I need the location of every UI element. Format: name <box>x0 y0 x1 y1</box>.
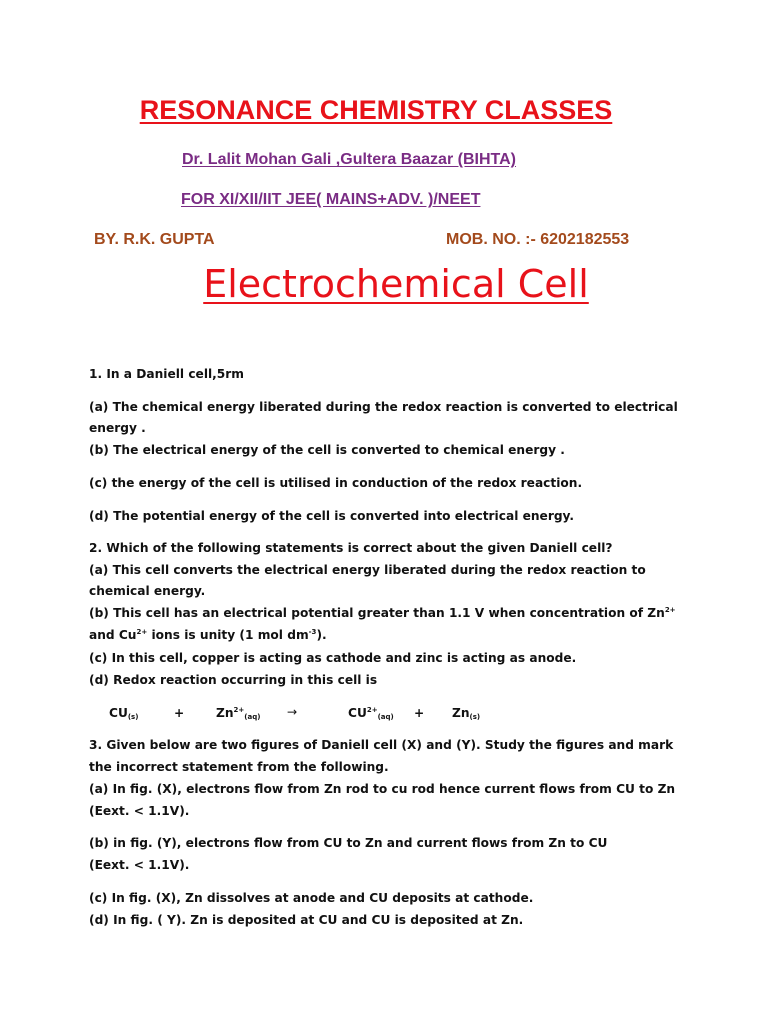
q3-option-c: (c) In fig. (X), Zn dissolves at anode and CU deposits at cathode. <box>89 891 534 905</box>
q1-stem: 1. In a Daniell cell,5rm <box>89 367 244 381</box>
q3-stem-line1: 3. Given below are two figures of Daniell cell (X) and (Y). Study the figures and mark <box>89 738 674 752</box>
q2-option-b-text-pre: and Cu <box>89 628 137 642</box>
q3-option-b-continued: (Eext. < 1.1V). <box>89 858 190 872</box>
q1-option-c: (c) the energy of the cell is utilised in conduction of the redox reaction. <box>89 476 583 490</box>
q2-option-b-line1 <box>89 606 676 621</box>
q3-option-b: (b) in fig. (Y), electrons flow from CU to Zn and current flows from Zn to CU <box>89 836 608 850</box>
cu-charge-superscript: 2+ <box>136 628 148 636</box>
equation-zn-solid-symbol: Zn <box>452 706 470 720</box>
equation-cu-ion-charge: 2+ <box>366 706 378 714</box>
equation-term-zn-solid <box>452 706 480 721</box>
topic-title: Electrochemical Cell <box>203 262 589 306</box>
q1-option-d: (d) The potential energy of the cell is converted into electrical energy. <box>89 509 575 523</box>
equation-cu-ion-state: (aq) <box>377 713 394 721</box>
q2-option-b-text: (b) This cell has an electrical potential greater than 1.1 V when concentration of Zn <box>89 606 665 620</box>
equation-zn-charge: 2+ <box>233 706 245 714</box>
courses-line: FOR XI/XII/IIT JEE( MAINS+ADV. )/NEET <box>181 191 481 208</box>
equation-plus-2: + <box>414 706 425 720</box>
mobile-number: MOB. NO. :- 6202182553 <box>446 231 630 248</box>
q2-option-d: (d) Redox reaction occurring in this cell is <box>89 673 378 687</box>
q1-option-b: (b) The electrical energy of the cell is converted to chemical energy . <box>89 443 565 457</box>
q2-stem: 2. Which of the following statements is correct about the given Daniell cell? <box>89 541 613 555</box>
q3-option-a: (a) In fig. (X), electrons flow from Zn rod to cu rod hence current flows from CU to Zn <box>89 782 676 796</box>
q2-option-a: (a) This cell converts the electrical energy liberated during the redox reaction to <box>89 563 646 577</box>
equation-zn-state: (aq) <box>244 713 261 721</box>
equation-term-cu-solid <box>109 706 138 721</box>
author-name: BY. R.K. GUPTA <box>94 231 215 248</box>
q3-option-a-continued: (Eext. < 1.1V). <box>89 804 190 818</box>
q2-option-b-text-mid: ions is unity (1 mol dm <box>147 628 309 642</box>
equation-cu-symbol: CU <box>109 706 128 720</box>
institute-title: RESONANCE CHEMISTRY CLASSES <box>139 95 613 125</box>
reaction-arrow: → <box>287 705 298 719</box>
equation-cu-state: (s) <box>127 713 139 721</box>
q3-option-d: (d) In fig. ( Y). Zn is deposited at CU and CU is deposited at Zn. <box>89 913 524 927</box>
equation-cu-ion-symbol: CU <box>348 706 367 720</box>
unit-exponent-superscript: -3 <box>308 628 317 636</box>
q2-option-b-line2 <box>89 628 327 643</box>
equation-term-cu-ion <box>348 706 394 721</box>
equation-zn-symbol: Zn <box>216 706 234 720</box>
q1-option-a-continued: energy . <box>89 421 146 435</box>
equation-zn-solid-state: (s) <box>469 713 481 721</box>
zn-charge-superscript: 2+ <box>664 606 676 614</box>
equation-plus-1: + <box>174 706 185 720</box>
q2-option-a-continued: chemical energy. <box>89 584 206 598</box>
q3-stem-line2: the incorrect statement from the following. <box>89 760 389 774</box>
equation-term-zn-ion <box>216 706 260 721</box>
q2-option-b-text-post: ). <box>316 628 327 642</box>
institute-address: Dr. Lalit Mohan Gali ,Gultera Baazar (BIHTA) <box>182 151 516 168</box>
q2-option-c: (c) In this cell, copper is acting as cathode and zinc is acting as anode. <box>89 651 577 665</box>
q1-option-a: (a) The chemical energy liberated during the redox reaction is converted to electrical <box>89 400 678 414</box>
